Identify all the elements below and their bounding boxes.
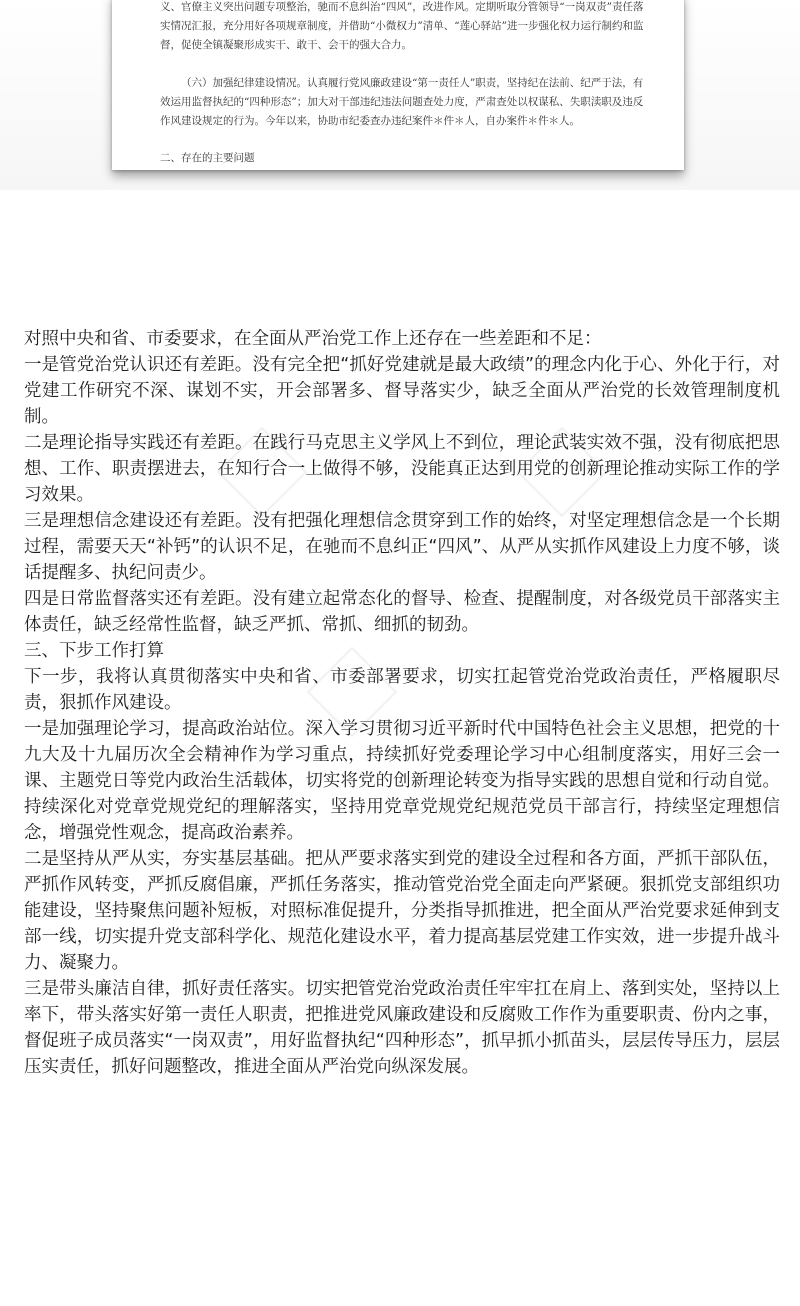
problem-paragraph-3: 三是理想信念建设还有差距。没有把强化理想信念贯穿到工作的始终，对坚定理想信念是一个长期过程，需要天天“补钙”的认识不足，在驰而不息纠正“四风”、从严从实抓作风建设上力度不够，谈话提醒多、执纪问责少。: [24, 511, 780, 583]
plan-intro-paragraph: 下一步，我将认真贯彻落实中央和省、市委部署要求，切实扛起管党治党政治责任，严格履职尽责，狠抓作风建设。: [24, 667, 780, 713]
preview-paragraph-5: 义、官僚主义突出问题专项整治，驰而不息纠治“四风”，改进作风。定期听取分管领导“一岗双责”责任落实情况汇报，充分用好各项规章制度，并借助“小微权力”清单、“莲心驿站”进一步强化权力运行制约和监督，促使全镇凝聚形成实干、敢干、会干的强大合力。: [160, 1, 644, 51]
preview-section-heading: 二、存在的主要问题: [160, 152, 255, 164]
problem-paragraph-4: 四是日常监督落实还有差距。没有建立起常态化的督导、检查、提醒制度，对各级党员干部落实主体责任，缺乏经常性监督，缺乏严抓、常抓、细抓的韧劲。: [24, 589, 780, 635]
section-heading: 三、下步工作打算: [24, 641, 164, 661]
problem-paragraph-1: 一是管党治党认识还有差距。没有完全把“抓好党建就是最大政绩”的理念内化于心、外化于行，对党建工作研究不深、谋划不实，开会部署多、督导落实少，缺乏全面从严治党的长效管理制度机制。: [24, 355, 780, 427]
document-preview-area: [0, 0, 800, 190]
plan-paragraph-2: 二是坚持从严从实，夯实基层基础。把从严要求落实到党的建设全过程和各方面，严抓干部队伍，严抓作风转变，严抓反腐倡廉，严抓任务落实，推动管党治党全面走向严紧硬。狠抓党支部组织功能建设，坚持聚焦问题补短板，对照标准促提升，分类指导抓推进，把全面从严治党要求延伸到支部一线，切实提升党支部科学化、规范化建设水平，着力提高基层党建工作实效，进一步提升战斗力、凝聚力。: [24, 849, 780, 973]
plan-paragraph-3: 三是带头廉洁自律，抓好责任落实。切实把管党治党政治责任牢牢扛在肩上、落到实处，坚持以上率下，带头落实好第一责任人职责，把推进党风廉政建设和反腐败工作作为重要职责、份内之事，督促班子成员落实“一岗双责”，用好监督执纪“四种形态”，抓早抓小抓苗头，层层传导压力，层层压实责任，抓好问题整改，推进全面从严治党向纵深发展。: [24, 979, 780, 1077]
document-preview-page: [112, 0, 684, 170]
intro-paragraph: 对照中央和省、市委要求，在全面从严治党工作上还存在一些差距和不足：: [24, 329, 602, 349]
preview-paragraph-6: （六）加强纪律建设情况。认真履行党风廉政建设“第一责任人”职责，坚持纪在法前、纪严于法，有效运用监督执纪的“四种形态”；加大对干部违纪违法问题查处力度，严肃查处以权谋私、失职渎职及违反作风建设规定的行为。今年以来，协助市纪委查办违纪案件＊件＊人，自办案件＊件＊人。: [160, 77, 644, 127]
plan-paragraph-1: 一是加强理论学习，提高政治站位。深入学习贯彻习近平新时代中国特色社会主义思想，把党的十九大及十九届历次全会精神作为学习重点，持续抓好党委理论学习中心组制度落实，用好三会一课、主题党日等党内政治生活载体，切实将党的创新理论转变为指导实践的思想自觉和行动自觉。持续深化对党章党规党纪的理解落实，坚持用党章党规党纪规范党员干部言行，持续坚定理想信念，增强党性观念，提高政治素养。: [24, 719, 780, 843]
document-body: [24, 326, 780, 1080]
problem-paragraph-2: 二是理论指导实践还有差距。在践行马克思主义学风上不到位，理论武装实效不强，没有彻底把思想、工作、职责摆进去，在知行合一上做得不够，没能真正达到用党的创新理论推动实际工作的学习效果。: [24, 433, 780, 505]
